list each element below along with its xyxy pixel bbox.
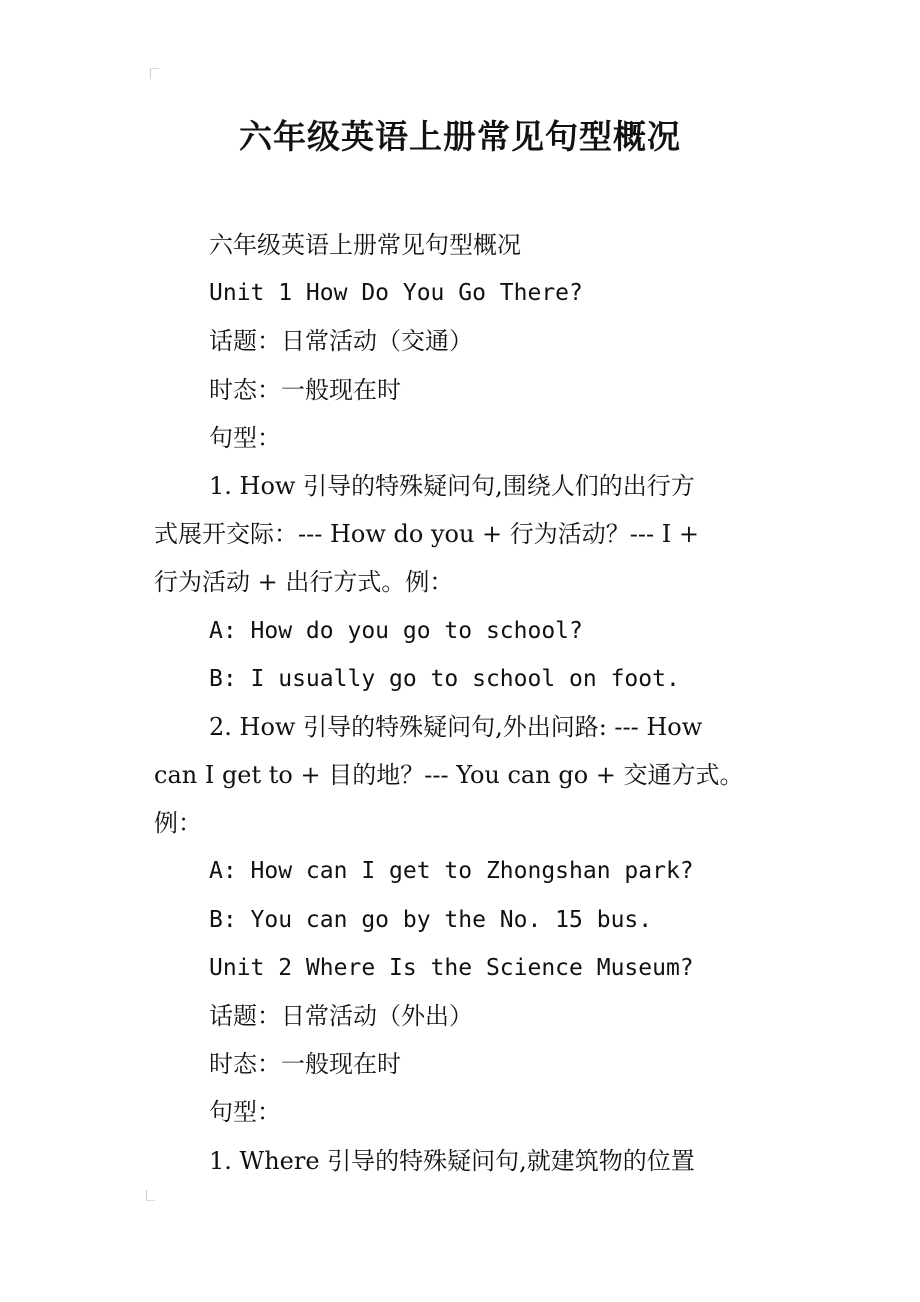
example-line: B: I usually go to school on foot. <box>209 665 680 692</box>
example-line: A: How do you go to school? <box>209 617 583 644</box>
pattern-label: 句型： <box>209 1098 281 1127</box>
topic-line: 话题：日常活动（交通） <box>209 327 473 356</box>
document-body <box>154 221 770 1185</box>
example-line: B: You can go by the No. 15 bus. <box>209 906 653 933</box>
unit-heading: Unit 2 Where Is the Science Museum? <box>209 954 694 981</box>
paragraph-line: 1. How 引导的特殊疑问句,围绕人们的出行方 <box>209 471 695 500</box>
crop-mark-bottom <box>146 1190 155 1201</box>
topic-line: 话题：日常活动（外出） <box>209 1002 473 1030</box>
paragraph-line: 例： <box>154 809 202 838</box>
pattern-label: 句型： <box>209 423 281 452</box>
tense-line: 时态：一般现在时 <box>209 1050 401 1079</box>
paragraph-line: 式展开交际：--- How do you + 行为活动？--- I + <box>154 520 699 549</box>
example-line: A: How can I get to Zhongshan park? <box>209 858 694 885</box>
paragraph-line: 2. How 引导的特殊疑问句,外出问路: --- How <box>209 712 703 741</box>
unit-heading: Unit 1 How Do You Go There? <box>209 280 583 307</box>
paragraph-line: can I get to + 目的地？--- You can go + 交通方式。 <box>154 761 744 790</box>
crop-mark-top <box>150 68 159 79</box>
subtitle-line: 六年级英语上册常见句型概况 <box>209 231 521 259</box>
paragraph-line: 行为活动 + 出行方式。例： <box>154 568 454 597</box>
page-title: 六年级英语上册常见句型概况 <box>239 117 681 156</box>
paragraph-line: 1. Where 引导的特殊疑问句,就建筑物的位置 <box>209 1146 695 1175</box>
tense-line: 时态：一般现在时 <box>209 375 401 404</box>
